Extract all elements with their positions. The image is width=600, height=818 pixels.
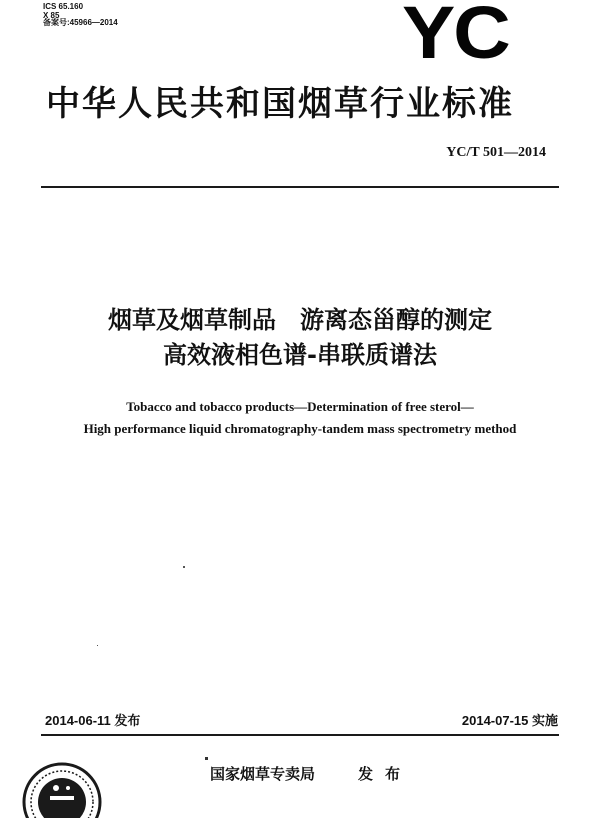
publisher-name: 国家烟草专卖局 <box>210 765 316 783</box>
publish-verb: 发布 <box>358 765 413 783</box>
title-zh-line-1: 烟草及烟草制品 游离态甾醇的测定 <box>108 306 492 334</box>
standard-number: YC/T 501—2014 <box>446 145 546 160</box>
organization-title: 中华人民共和国烟草行业标准 <box>46 84 514 124</box>
national-emblem-seal-icon <box>20 758 110 818</box>
top-rule <box>41 186 559 188</box>
implementation-date: 2014-07-15 实施 <box>461 713 558 728</box>
filing-number: 备案号:45966—2014 <box>43 18 118 27</box>
scan-speck <box>97 645 98 646</box>
ics-code: ICS 65.160 <box>43 2 84 11</box>
title-en-line-2: High performance liquid chromatography-tandem mass spectrometry method <box>83 421 517 436</box>
scan-speck <box>183 566 185 568</box>
issue-date: 2014-06-11 发布 <box>45 713 141 728</box>
ccs-code: X 85 <box>43 11 60 20</box>
title-zh-line-2: 高效液相色谱-串联质谱法 <box>163 341 437 369</box>
scan-speck <box>205 757 208 760</box>
yc-logo: YC <box>402 0 509 74</box>
title-en-line-1: Tobacco and tobacco products—Determination of free sterol— <box>126 399 474 414</box>
bottom-rule <box>41 734 559 736</box>
